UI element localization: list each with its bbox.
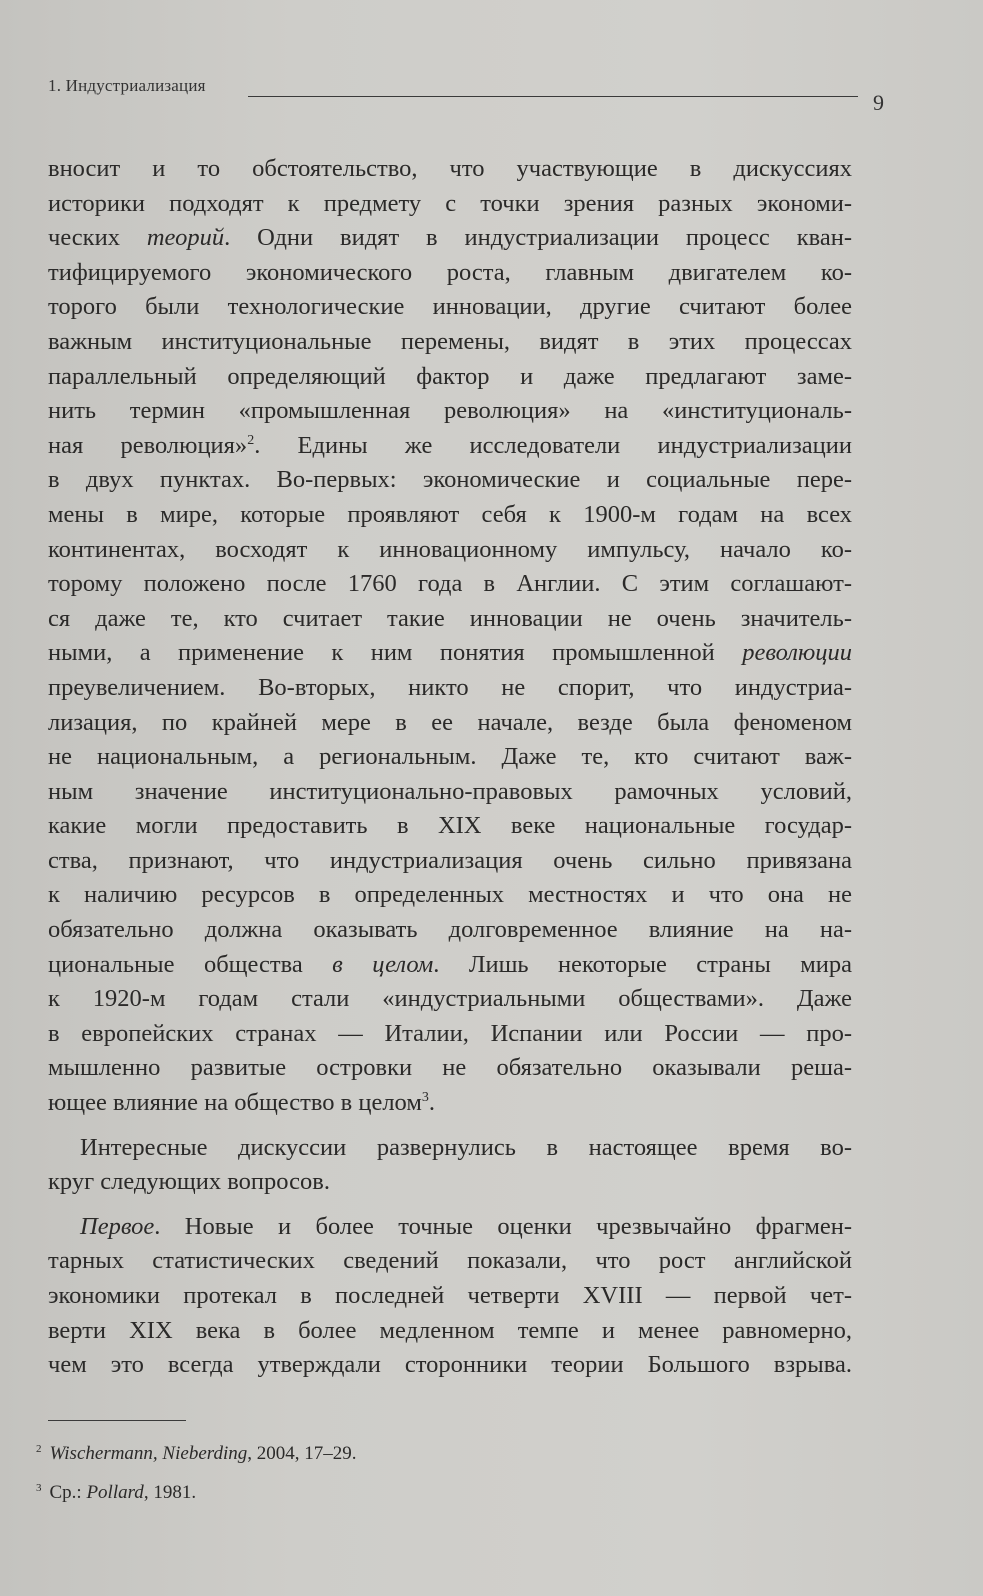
text-line: мены в мире, которые проявляют себя к 1900-м годам на всех [48, 500, 852, 528]
text-line: в европейских странах — Италии, Испании или России — про- [48, 1019, 852, 1047]
text-line: Интересные дискуссии развернулись в настоящее время во- [80, 1133, 852, 1161]
text-line: тарных статистических сведений показали, что рост английской [48, 1247, 852, 1275]
body-text [48, 152, 852, 1383]
text-line: ная революция»$^2$. Едины же исследователи индустриализации [48, 431, 852, 459]
footnotes [36, 1432, 836, 1510]
text-line: важным институциональные перемены, видят в этих процессах [48, 327, 852, 355]
text-line: циональные общества в целом. Лишь некоторые страны мира [48, 950, 852, 978]
text-line: континентах, восходят к инновационному импульсу, начало ко- [48, 535, 852, 563]
text-line: обязательно должна оказывать долговременное влияние на на- [48, 916, 852, 944]
text-line: экономики протекал в последней четверти XVIII — первой чет- [48, 1282, 852, 1309]
text-line: тифицируемого экономического роста, главным двигателем ко- [48, 258, 852, 286]
text-line: историки подходят к предмету с точки зрения разных экономи- [48, 189, 852, 217]
text-line: вносит и то обстоятельство, что участвующие в дискуссиях [48, 155, 852, 182]
footnote-details: , 1981. [143, 1482, 197, 1503]
footnote-rule [48, 1420, 186, 1421]
running-head [48, 76, 884, 116]
text-line: мышленно развитые островки не обязательно оказывали реша- [48, 1054, 852, 1082]
text-line: ным значение институционально-правовых рамочных условий, [48, 777, 852, 805]
italic-term: Первое [80, 1212, 155, 1240]
text-line: круг следующих вопросов. [48, 1168, 330, 1196]
text-line: не национальным, а региональным. Даже те, кто считают важ- [48, 743, 852, 771]
text-line: ства, признают, что индустриализация очень сильно привязана [48, 846, 852, 874]
text-line: ными, а применение к ним понятия промышленной революции [48, 639, 852, 667]
text-line: в двух пунктах. Во-первых: экономические и социальные пере- [48, 466, 852, 494]
text-line: торого были технологические инновации, другие считают более [48, 293, 852, 321]
text-line: к наличию ресурсов в определенных местностях и что она не [48, 881, 852, 909]
footnote [36, 1432, 836, 1471]
footnote-author: Wischermann, Nieberding [49, 1443, 248, 1464]
footnote-ref: 2 [247, 432, 255, 448]
text-line: к 1920-м годам стали «индустриальными обществами». Даже [48, 985, 852, 1013]
footnote-prefix: Ср.: [49, 1482, 87, 1503]
text-line: параллельный определяющий фактор и даже предлагают заме- [48, 362, 852, 390]
italic-term: революции [742, 639, 852, 667]
footnote-author: Pollard [86, 1482, 144, 1503]
italic-term: в целом [332, 950, 434, 978]
footnote-mark: 2 [36, 1443, 42, 1455]
text-line: нить термин «промышленная революция» на «институциональ- [48, 397, 852, 425]
text-line: лизация, по крайней мере в ее начале, везде была феноменом [48, 708, 852, 736]
footnote-details: , 2004, 17–29. [247, 1443, 357, 1464]
text-line: чем это всегда утверждали сторонники теории Большого взрыва. [48, 1351, 852, 1379]
page-number: 9 [873, 90, 884, 115]
running-title: 1. Индустриализация [48, 76, 206, 95]
text-line: верти XIX века в более медленном темпе и менее равномерно, [48, 1316, 852, 1344]
text-line: ющее влияние на общество в целом$^3$. [48, 1089, 435, 1117]
text-line: ческих теорий. Одни видят в индустриализации процесс кван- [48, 224, 852, 252]
text-line: ся даже те, кто считает такие инновации не очень значитель- [48, 604, 852, 632]
footnote-mark: 3 [36, 1482, 42, 1494]
text-line: какие могли предоставить в XIX веке национальные государ- [48, 812, 852, 840]
running-head-rule [248, 96, 858, 97]
footnote [36, 1471, 836, 1510]
italic-term: теорий [146, 224, 225, 252]
text-line: Первое. Новые и более точные оценки чрезвычайно фрагмен- [80, 1212, 852, 1240]
footnote-ref: 3 [421, 1090, 429, 1106]
text-line: торому положено после 1760 года в Англии. С этим соглашают- [48, 570, 852, 598]
text-line: преувеличением. Во-вторых, никто не спорит, что индустриа- [48, 673, 852, 701]
